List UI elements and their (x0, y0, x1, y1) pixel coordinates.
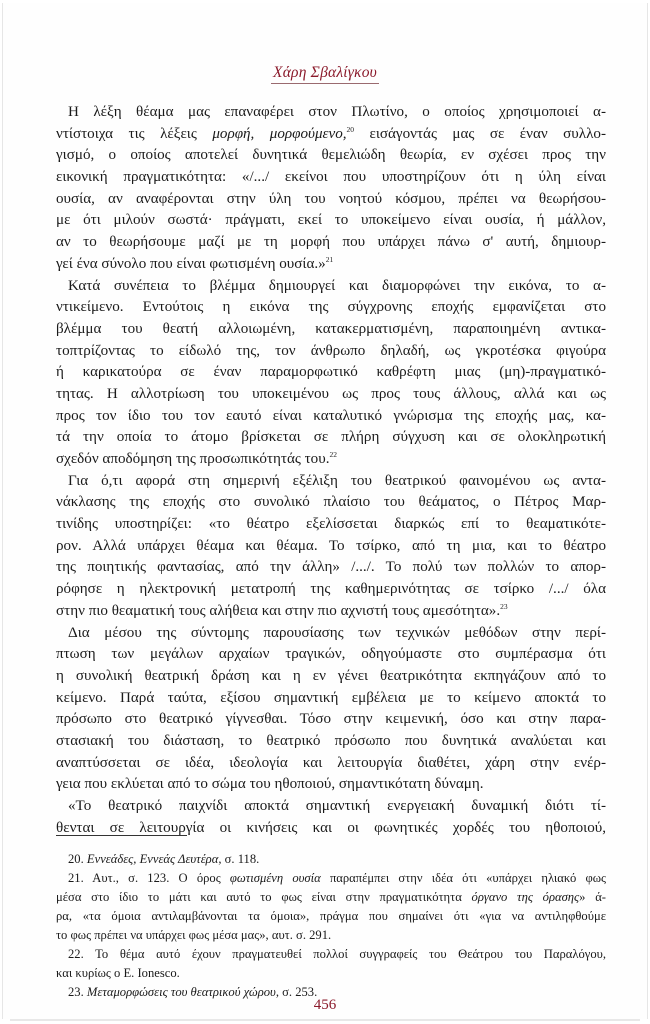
text-line: αναπτύσσεται σε ιδέα, ιδεολογία και λειτουργία διαθέτει, χάρη στην ενέρ- (56, 754, 606, 771)
text-line: ντικείμενο. Εντούτοις η εικόνα της σύγχρονης εποχής εμφανίζεται στο (56, 299, 606, 316)
text-line: ρόφησε η ηλεκτρονική μετατροπή της καθημερινότητας σε τσίρκο /.../ όλα (56, 581, 606, 598)
text-line: Για ό,τι αφορά στη σημερινή εξέλιξη του θεατρικού φαινομένου ως αντα- (68, 472, 606, 489)
text-line (56, 254, 606, 276)
footnote-ref-22[interactable]: 22 (329, 450, 337, 459)
text-line: Κατά συνέπεια το βλέμμα δημιουργεί και διαμορφώνει την εικόνα, το α- (68, 277, 606, 294)
text-line: πτωση των μεγάλων αρχαίων τραγικών, οδηγούμαστε στο συμπέρασμα ότι (56, 646, 606, 663)
footnote-number: 20. (68, 852, 84, 866)
text-line: εικονική πραγματικότητα: «/.../ εκείνοι που υποστηρίζουν ότι η ύλη είναι (56, 169, 606, 186)
text-line: Δια μέσου της σύντομης παρουσίασης των τεχνικών μεθόδων στην περί- (68, 624, 606, 641)
footnote-21 (56, 869, 606, 888)
footnote-number: 23. (68, 985, 84, 999)
text-fragment: εισάγοντάς μας σε έναν συλλο- (354, 125, 606, 142)
footnote-ref-21[interactable]: 21 (325, 254, 334, 264)
footnote-number: 21. (68, 871, 84, 885)
footnote-term: όργανο της όρασης (471, 890, 580, 904)
footnote-text: Αυτ., σ. 123. Ο όρος (92, 871, 230, 885)
paragraph-1 (56, 102, 606, 276)
text-line: γεια που εκλύεται από το σώμα του ηθοποιού, σημαντικότατη δύναμη. (56, 776, 484, 793)
author-name: Χάρη Σβαλίγκου (271, 64, 379, 84)
text-line: τά την οποία το άτομο βρίσκεται σε πλήρη σύγχυση και σε ολοκληρωτική (56, 429, 606, 446)
paragraph-4 (56, 623, 606, 797)
text-line: με ότι μιλούν σωστά· πράγματι, εκεί το υποκείμενο είναι ουσία, ή μάλλον, (56, 212, 606, 229)
footnote-ref-20[interactable]: 20 (346, 124, 355, 134)
footnote-text: , σ. 118. (218, 852, 260, 866)
footnote-number: 22. (68, 947, 84, 961)
text-fragment: σχεδόν αποδόμηση της προσωπικότητάς του. (56, 451, 330, 467)
text-line (56, 601, 606, 623)
text-line: «Το θεατρικό παιχνίδι αποκτά σημαντική ενεργειακή δυναμική διότι τί- (68, 798, 606, 814)
footnote-ref-23[interactable]: 23 (500, 601, 508, 611)
footnote-21-line: ρα, «τα όμοια αντιλαμβάνονται τα όμοια», πράγμα που σημαίνει ότι «για να αντιληφθούμε (56, 909, 606, 923)
footnote-text: » ά- (579, 890, 606, 904)
text-fragment: γεί ένα σύνολο που είναι φωτισμένη ουσία.» (56, 255, 326, 272)
footnote-term: φωτισμένη ουσία (229, 871, 321, 885)
text-line (56, 124, 606, 146)
paragraph-3 (56, 471, 606, 623)
footnote-text: , σ. 253. (275, 985, 318, 999)
text-line: γισμό, ο οποίος αποτελεί δυνητικά θεμελιώδη θεωρία, εν σχέσει προς την (56, 147, 606, 164)
text-line: βλέμμα του θεατή αλλοιωμένη, κατακερματισμένη, παραποιημένη αντικα- (56, 320, 606, 337)
footnote-separator (56, 835, 187, 836)
footnote-22 (56, 945, 606, 964)
paragraph-2 (56, 276, 606, 471)
text-fragment: στην πιο θεαματική τους αλήθεια και στην πιο αχνιστή τους αμεσότητα». (56, 602, 501, 619)
text-line: ή καρικατούρα σε έναν παραμορφωτικό καθρέφτη μιας (μη)-πραγματικό- (56, 364, 606, 381)
footnote-text: παραπέμπει στην ιδέα ότι «υπάρχει ηλιακό φως (320, 871, 606, 885)
footnote-text: μέσα στο ίδιο το μάτι και αυτό το φως είναι στην πραγματικότητα (56, 890, 472, 904)
text-line: αν το θεωρήσουμε μαζί με τη μορφή που υπάρχει πάνω σ' αυτή, δημιουρ- (56, 234, 606, 251)
page-edge (10, 1019, 640, 1021)
paragraph-5 (56, 796, 606, 839)
text-line: θενται σε λειτουργία οι κινήσεις και οι φωνητικές χορδές του ηθοποιού, (56, 819, 606, 836)
text-line: ουσία, αν αναφέρονται στην ύλη του νοητού κόσμου, πρέπει να θεωρήσου- (56, 190, 606, 207)
text-line: ρον. Αλλά υπάρχει θέαμα και θέαμα. Το τσίρκο, από τη μια, και το θέατρο (56, 537, 606, 554)
text-fragment: ντίστοιχα τις λέξεις (56, 125, 213, 142)
text-line: Η λέξη θέαμα μας επαναφέρει στον Πλωτίνο, ο οποίος χρησιμοποιεί α- (68, 104, 606, 120)
text-line: τητας. Η αλλοτρίωση του υποκειμένου ως προς τους άλλους, αλλά και ως (56, 385, 606, 402)
footnote-text: Το θέμα αυτό έχουν πραγματευθεί πολλοί συγγραφείς του Θεάτρου του Παραλόγου, (95, 947, 606, 961)
text-line: η συνολική θεατρική δράση και η εν γένει θεατρικότητα εκπηγάζουν από το (56, 667, 606, 684)
text-line: νάκλασης της εποχής στο συνολικό πλαίσιο του θεάματος, ο Πέτρος Μαρ- (56, 494, 606, 511)
footnote-21-line: το φως πρέπει να υπάρχει φως μέσα μας», αυτ. σ. 291. (56, 928, 332, 942)
page-number: 456 (313, 997, 337, 1013)
text-line (56, 449, 606, 471)
footnote-title: Μεταμορφώσεις του θεατρικού χώρου (86, 985, 276, 999)
text-line: στασιακή του διάσταση, το θεατρικό πρόσωπο που δυνητικά αναλύεται και (56, 732, 606, 749)
footnote-title: Εννεάδες, Εννεάς Δευτέρα (86, 852, 219, 866)
footnote-22-line: και κυρίως ο Ε. Ionesco. (56, 966, 180, 980)
text-line: της ποιητικής φαντασίας, από την άλλη» /.../. Το πολύ των πολλών το απορ- (56, 559, 606, 576)
text-line: προς τον ίδιο του τον εαυτό είναι καταλυτικό γνώρισμα της εποχής μας, κα- (56, 407, 606, 424)
footnote-20 (56, 850, 606, 869)
footnotes (56, 850, 606, 1002)
text-line: πρόσωπο στο θεατρικό γίγνεσθαι. Τόσο στην κειμενική, όσο και στην παρα- (56, 711, 606, 728)
main-text (56, 102, 606, 839)
text-line: κείμενο. Παρά ταύτα, εξίσου σημαντική εμβέλεια με το κείμενο αποκτά το (56, 689, 606, 706)
running-head (0, 64, 650, 84)
italic-term: μορφή, μορφούμενο, (212, 125, 347, 142)
footnote-21-line (56, 888, 606, 907)
text-line: τοπτρίζοντας το είδωλό της, τον άνθρωπο δηλαδή, ως γκροτέσκα φιγούρα (56, 342, 606, 359)
text-line: τινίδης υποστηρίζει: «το θέατρο εξελίσσεται διαρκώς επί το θεαματικότε- (56, 516, 606, 533)
